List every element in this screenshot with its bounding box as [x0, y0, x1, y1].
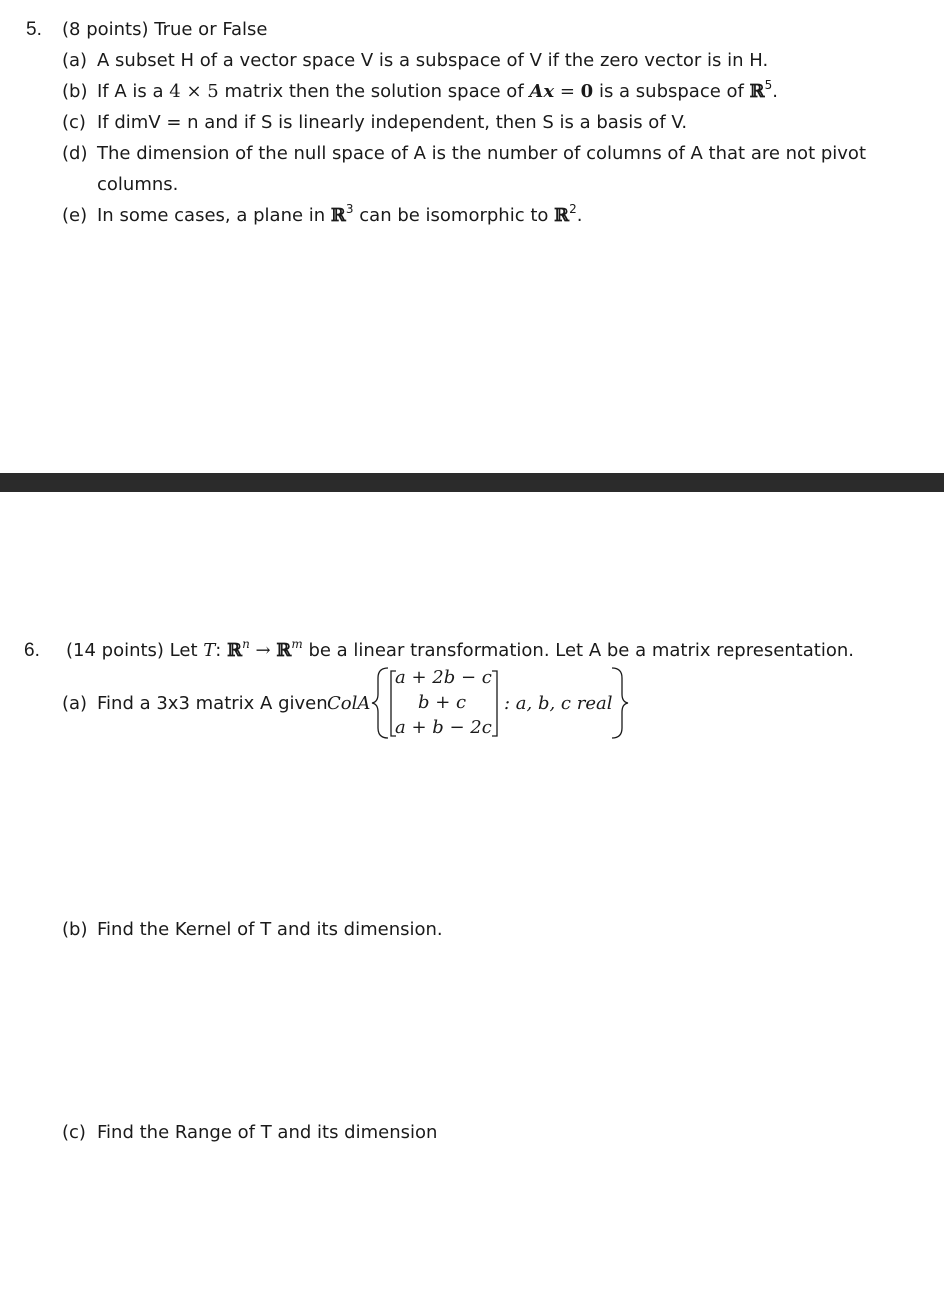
q6-header-post: be a linear transformation. Let A be a matrix representation.	[308, 640, 854, 661]
q5-number: 5.	[26, 19, 42, 40]
q5e-space2: ℝ	[554, 205, 570, 226]
q5d-label: (d)	[62, 143, 88, 164]
q5e-end: .	[576, 205, 583, 226]
q5c-label: (c)	[62, 112, 86, 133]
q5a-label: (a)	[62, 50, 88, 71]
q6a-condition: : a, b, c real	[504, 693, 613, 714]
q6-arrow: →	[255, 640, 271, 661]
q5b-eq-lhs: Ax	[529, 81, 555, 102]
q5e-text-pre: In some cases, a plane in	[97, 205, 326, 226]
q5b-space: ℝ	[749, 81, 765, 102]
left-brace	[372, 668, 388, 738]
q5b-text-pre: If A is a	[97, 81, 164, 102]
q6-codomain-sup: m	[291, 637, 303, 651]
page-divider	[0, 473, 944, 492]
q5b-eq-rhs: 0	[580, 81, 594, 102]
q6-number: 6.	[24, 640, 40, 661]
q5b-space-sup: 5	[764, 78, 773, 92]
q5b-end: .	[772, 81, 778, 102]
q5e-space1-sup: 3	[345, 202, 354, 216]
q5a-text: A subset H of a vector space V is a subspace of V if the zero vector is in H.	[97, 50, 769, 71]
q5b-eq-op: =	[559, 81, 575, 102]
q6-domain-sup: n	[242, 637, 250, 651]
q6-header	[66, 639, 854, 663]
q5d-text: The dimension of the null space of A is the number of columns of A that are not pivot	[97, 143, 866, 164]
q5d-text-cont: columns.	[97, 174, 179, 195]
right-brace	[612, 668, 628, 738]
q6c-label: (c)	[62, 1122, 86, 1143]
matrix-row-1: a + 2b − c	[395, 667, 492, 688]
q5b-label: (b)	[62, 81, 88, 102]
q5-header: (8 points) True or False	[62, 19, 268, 40]
q5e-label: (e)	[62, 205, 88, 226]
matrix-row-2: b + c	[418, 692, 467, 713]
q5b-text-mid: matrix then the solution space of	[224, 81, 524, 102]
q6-codomain: ℝ	[276, 640, 292, 661]
q5e-space2-sup: 2	[569, 202, 577, 216]
q6a-label: (a)	[62, 693, 88, 714]
q6b-text: Find the Kernel of T and its dimension.	[97, 919, 443, 940]
q6c-text: Find the Range of T and its dimension	[97, 1122, 438, 1143]
q6-header-pre: (14 points) Let	[66, 640, 198, 661]
q5c-text: If dimV = n and if S is linearly independent, then S is a basis of V.	[97, 112, 688, 133]
q6-domain: ℝ	[227, 640, 243, 661]
matrix-row-3: a + b − 2c	[395, 717, 492, 738]
q5b-text	[97, 80, 778, 104]
q5e-text	[97, 204, 582, 228]
q6a-cola: ColA	[327, 693, 371, 714]
q6a-text: Find a 3x3 matrix A given	[97, 693, 328, 714]
q5e-space1: ℝ	[330, 205, 346, 226]
q5b-text-post: is a subspace of	[598, 81, 744, 102]
right-bracket	[492, 671, 497, 736]
q6-colon: :	[215, 640, 222, 661]
q6b-label: (b)	[62, 919, 88, 940]
q5e-text-mid: can be isomorphic to	[359, 205, 549, 226]
q5b-dims: 4 × 5	[169, 81, 219, 102]
q6-T: T	[203, 640, 216, 661]
